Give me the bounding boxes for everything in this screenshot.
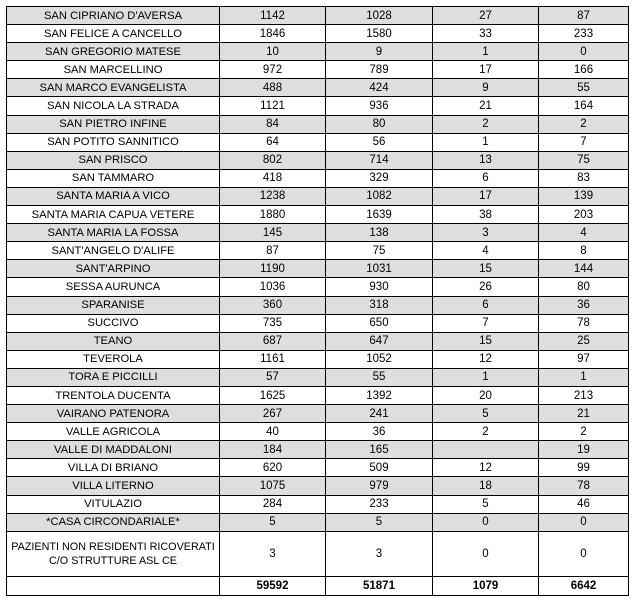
- table-row: [7, 187, 629, 205]
- table-row: [7, 441, 629, 459]
- value-cell: 241: [326, 405, 433, 423]
- table-row: [7, 495, 629, 513]
- table-row: [7, 169, 629, 187]
- value-cell: 75: [326, 242, 433, 260]
- table-row: [7, 350, 629, 368]
- municipality-cell: SUCCIVO: [7, 314, 220, 332]
- municipality-cell: SPARANISE: [7, 296, 220, 314]
- value-cell: 2: [539, 115, 629, 133]
- value-cell: 56: [326, 133, 433, 151]
- municipality-cell: VALLE AGRICOLA: [7, 423, 220, 441]
- municipality-cell: SANTA MARIA LA FOSSA: [7, 224, 220, 242]
- municipality-cell: TRENTOLA DUCENTA: [7, 386, 220, 404]
- municipality-cell: VILLA LITERNO: [7, 477, 220, 495]
- value-cell: 36: [326, 423, 433, 441]
- value-cell: 650: [326, 314, 433, 332]
- value-cell: 5: [433, 405, 539, 423]
- value-cell: 84: [220, 115, 326, 133]
- value-cell: 509: [326, 459, 433, 477]
- value-cell: 184: [220, 441, 326, 459]
- municipality-cell: SAN GREGORIO MATESE: [7, 43, 220, 61]
- municipality-cell: TEANO: [7, 332, 220, 350]
- value-cell: 164: [539, 97, 629, 115]
- value-cell: 267: [220, 405, 326, 423]
- value-cell: 735: [220, 314, 326, 332]
- value-cell: 3: [433, 224, 539, 242]
- table-row: [7, 133, 629, 151]
- value-cell: 26: [433, 278, 539, 296]
- value-cell: 80: [326, 115, 433, 133]
- table-row: [7, 25, 629, 43]
- value-cell: 57: [220, 368, 326, 386]
- value-cell: 10: [220, 43, 326, 61]
- value-cell: 7: [433, 314, 539, 332]
- value-cell: 318: [326, 296, 433, 314]
- value-cell: 418: [220, 169, 326, 187]
- value-cell: 488: [220, 79, 326, 97]
- value-cell: 1: [433, 43, 539, 61]
- table-row: [7, 405, 629, 423]
- value-cell: 620: [220, 459, 326, 477]
- value-cell: 46: [539, 495, 629, 513]
- table-row: [7, 260, 629, 278]
- value-cell: 360: [220, 296, 326, 314]
- totals-row: [7, 576, 629, 595]
- municipality-cell: VALLE DI MADDALONI: [7, 441, 220, 459]
- value-cell: 1238: [220, 187, 326, 205]
- value-cell: 2: [539, 423, 629, 441]
- municipality-cell: SAN MARCO EVANGELISTA: [7, 79, 220, 97]
- value-cell: 1075: [220, 477, 326, 495]
- value-cell: 1: [433, 133, 539, 151]
- value-cell: 1580: [326, 25, 433, 43]
- value-cell: 1: [433, 368, 539, 386]
- value-cell: 1121: [220, 97, 326, 115]
- value-cell: 1880: [220, 206, 326, 224]
- table-row: [7, 278, 629, 296]
- value-cell: 930: [326, 278, 433, 296]
- value-cell: 972: [220, 61, 326, 79]
- value-cell: 165: [326, 441, 433, 459]
- value-cell: 15: [433, 332, 539, 350]
- value-cell: 17: [433, 61, 539, 79]
- value-cell: 36: [539, 296, 629, 314]
- value-cell: 1036: [220, 278, 326, 296]
- value-cell: 233: [326, 495, 433, 513]
- totals-cell: 6642: [539, 576, 629, 595]
- value-cell: 166: [539, 61, 629, 79]
- value-cell: 75: [539, 151, 629, 169]
- value-cell: 40: [220, 423, 326, 441]
- municipality-cell: SAN CIPRIANO D'AVERSA: [7, 7, 220, 25]
- value-cell: 15: [433, 260, 539, 278]
- table-row: [7, 115, 629, 133]
- municipality-cell: SANT'ARPINO: [7, 260, 220, 278]
- value-cell: 55: [539, 79, 629, 97]
- value-cell: 78: [539, 314, 629, 332]
- municipality-cell: VITULAZIO: [7, 495, 220, 513]
- totals-cell: 51871: [326, 576, 433, 595]
- value-cell: 87: [220, 242, 326, 260]
- totals-cell: 59592: [220, 576, 326, 595]
- value-cell: 78: [539, 477, 629, 495]
- municipality-cell: VILLA DI BRIANO: [7, 459, 220, 477]
- value-cell: 145: [220, 224, 326, 242]
- table-row: [7, 531, 629, 576]
- value-cell: 936: [326, 97, 433, 115]
- value-cell: 138: [326, 224, 433, 242]
- value-cell: 0: [539, 43, 629, 61]
- value-cell: 144: [539, 260, 629, 278]
- value-cell: 1028: [326, 7, 433, 25]
- value-cell: 802: [220, 151, 326, 169]
- value-cell: 9: [326, 43, 433, 61]
- value-cell: 38: [433, 206, 539, 224]
- value-cell: 21: [433, 97, 539, 115]
- value-cell: 5: [433, 495, 539, 513]
- table-row: [7, 368, 629, 386]
- value-cell: 2: [433, 115, 539, 133]
- value-cell: 7: [539, 133, 629, 151]
- value-cell: 0: [433, 513, 539, 531]
- value-cell: 18: [433, 477, 539, 495]
- data-table: [6, 6, 629, 596]
- value-cell: 139: [539, 187, 629, 205]
- value-cell: 13: [433, 151, 539, 169]
- table-row: [7, 7, 629, 25]
- totals-cell: 1079: [433, 576, 539, 595]
- value-cell: 213: [539, 386, 629, 404]
- value-cell: 0: [433, 531, 539, 576]
- municipality-cell: TORA E PICCILLI: [7, 368, 220, 386]
- value-cell: 284: [220, 495, 326, 513]
- value-cell: 979: [326, 477, 433, 495]
- value-cell: 0: [539, 513, 629, 531]
- table-row: [7, 423, 629, 441]
- municipality-cell: SAN PRISCO: [7, 151, 220, 169]
- value-cell: 80: [539, 278, 629, 296]
- municipality-cell: TEVEROLA: [7, 350, 220, 368]
- value-cell: 1190: [220, 260, 326, 278]
- table-row: [7, 79, 629, 97]
- table-row: [7, 459, 629, 477]
- municipality-cell: SESSA AURUNCA: [7, 278, 220, 296]
- table-body: [7, 7, 629, 596]
- value-cell: 64: [220, 133, 326, 151]
- value-cell: 19: [539, 441, 629, 459]
- value-cell: 6: [433, 296, 539, 314]
- value-cell: 647: [326, 332, 433, 350]
- value-cell: 1142: [220, 7, 326, 25]
- table-row: [7, 97, 629, 115]
- municipality-cell: *CASA CIRCONDARIALE*: [7, 513, 220, 531]
- value-cell: 33: [433, 25, 539, 43]
- table-row: [7, 61, 629, 79]
- value-cell: 17: [433, 187, 539, 205]
- value-cell: 687: [220, 332, 326, 350]
- value-cell: 21: [539, 405, 629, 423]
- table-row: [7, 386, 629, 404]
- value-cell: 1082: [326, 187, 433, 205]
- value-cell: 1625: [220, 386, 326, 404]
- table-row: [7, 296, 629, 314]
- value-cell: [433, 441, 539, 459]
- table-row: [7, 206, 629, 224]
- municipality-cell: SAN TAMMARO: [7, 169, 220, 187]
- municipality-cell: SAN PIETRO INFINE: [7, 115, 220, 133]
- value-cell: 0: [539, 531, 629, 576]
- value-cell: 12: [433, 459, 539, 477]
- value-cell: 789: [326, 61, 433, 79]
- value-cell: 5: [220, 513, 326, 531]
- value-cell: 6: [433, 169, 539, 187]
- value-cell: 424: [326, 79, 433, 97]
- table-row: [7, 314, 629, 332]
- value-cell: 5: [326, 513, 433, 531]
- value-cell: 1392: [326, 386, 433, 404]
- municipality-cell: SAN POTITO SANNITICO: [7, 133, 220, 151]
- table-row: [7, 151, 629, 169]
- municipality-cell: SAN MARCELLINO: [7, 61, 220, 79]
- value-cell: 4: [539, 224, 629, 242]
- table-row: [7, 513, 629, 531]
- value-cell: 97: [539, 350, 629, 368]
- value-cell: 1639: [326, 206, 433, 224]
- municipality-cell: SAN NICOLA LA STRADA: [7, 97, 220, 115]
- value-cell: 12: [433, 350, 539, 368]
- value-cell: 3: [326, 531, 433, 576]
- value-cell: 8: [539, 242, 629, 260]
- value-cell: 233: [539, 25, 629, 43]
- municipality-cell: PAZIENTI NON RESIDENTI RICOVERATI C/O STRUTTURE ASL CE: [7, 531, 220, 576]
- table-row: [7, 332, 629, 350]
- table-row: [7, 43, 629, 61]
- municipality-cell: SANTA MARIA A VICO: [7, 187, 220, 205]
- value-cell: 714: [326, 151, 433, 169]
- value-cell: 2: [433, 423, 539, 441]
- value-cell: 1052: [326, 350, 433, 368]
- value-cell: 329: [326, 169, 433, 187]
- totals-label-cell: [7, 576, 220, 595]
- value-cell: 55: [326, 368, 433, 386]
- value-cell: 83: [539, 169, 629, 187]
- value-cell: 1846: [220, 25, 326, 43]
- value-cell: 1161: [220, 350, 326, 368]
- municipality-cell: SANTA MARIA CAPUA VETERE: [7, 206, 220, 224]
- value-cell: 1031: [326, 260, 433, 278]
- table-row: [7, 242, 629, 260]
- value-cell: 20: [433, 386, 539, 404]
- municipality-cell: VAIRANO PATENORA: [7, 405, 220, 423]
- value-cell: 27: [433, 7, 539, 25]
- value-cell: 1: [539, 368, 629, 386]
- table-row: [7, 477, 629, 495]
- value-cell: 99: [539, 459, 629, 477]
- value-cell: 87: [539, 7, 629, 25]
- value-cell: 9: [433, 79, 539, 97]
- value-cell: 3: [220, 531, 326, 576]
- value-cell: 25: [539, 332, 629, 350]
- municipality-cell: SANT'ANGELO D'ALIFE: [7, 242, 220, 260]
- value-cell: 4: [433, 242, 539, 260]
- municipality-cell: SAN FELICE A CANCELLO: [7, 25, 220, 43]
- table-row: [7, 224, 629, 242]
- value-cell: 203: [539, 206, 629, 224]
